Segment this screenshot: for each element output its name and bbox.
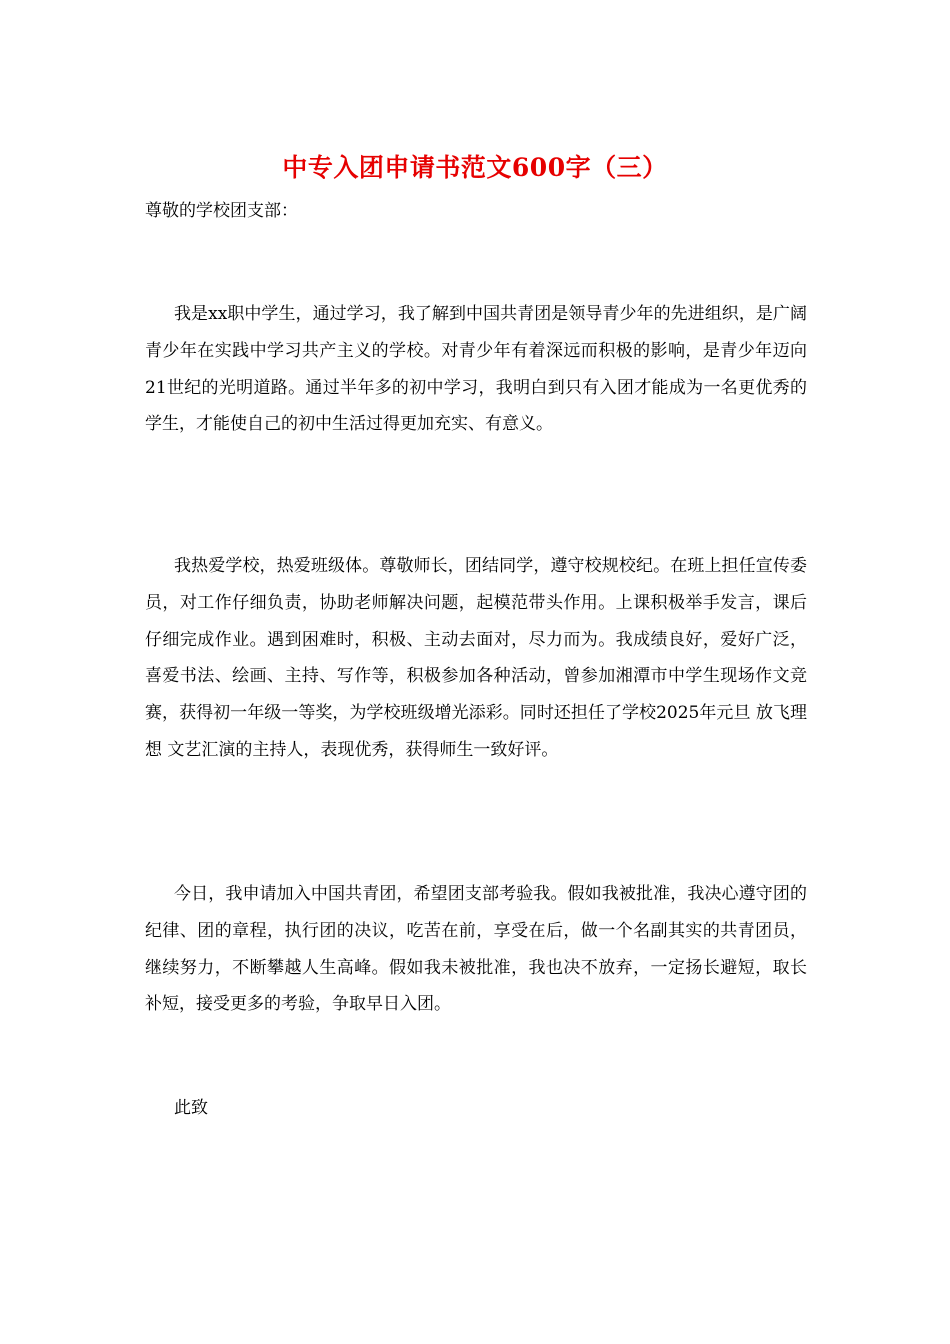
paragraph-3: 今日，我申请加入中国共青团，希望团支部考验我。假如我被批准，我决心遵守团的纪律、团的章程，执行团的决议，吃苦在前，享受在后，做一个名副其实的共青团员，继续努力，不断攀越人生高峰。假如我未被批准，我也决不放弃，一定扬长避短，取长补短，接受更多的考验，争取早日入团。 — [145, 884, 807, 1015]
closing-line: 此致 — [174, 1098, 208, 1118]
document-title: 中专入团申请书范文600字（三） — [282, 153, 668, 182]
paragraph-2: 我热爱学校，热爱班级体。尊敬师长，团结同学，遵守校规校纪。在班上担任宣传委员，对工作仔细负责，协助老师解决问题，起模范带头作用。上课积极举手发言，课后仔细完成作业。遇到困难时，积极、主动去面对，尽力而为。我成绩良好，爱好广泛，喜爱书法、绘画、主持、写作等，积极参加各种活动，曾参加湘潭市中学生现场作文竞赛，获得初一年级一等奖，为学校班级增光添彩。同时还担任了学校2025年元旦 放飞理想 文艺汇演的主持人，表现优秀，获得师生一致好评。 — [145, 556, 807, 760]
salutation: 尊敬的学校团支部： — [145, 201, 298, 221]
paragraph-1: 我是xx职中学生，通过学习，我了解到中国共青团是领导青少年的先进组织，是广阔青少年在实践中学习共产主义的学校。对青少年有着深远而积极的影响，是青少年迈向21世纪的光明道路。通过半年多的初中学习，我明白到只有入团才能成为一名更优秀的学生，才能使自己的初中生活过得更加充实、有意义。 — [145, 304, 807, 435]
